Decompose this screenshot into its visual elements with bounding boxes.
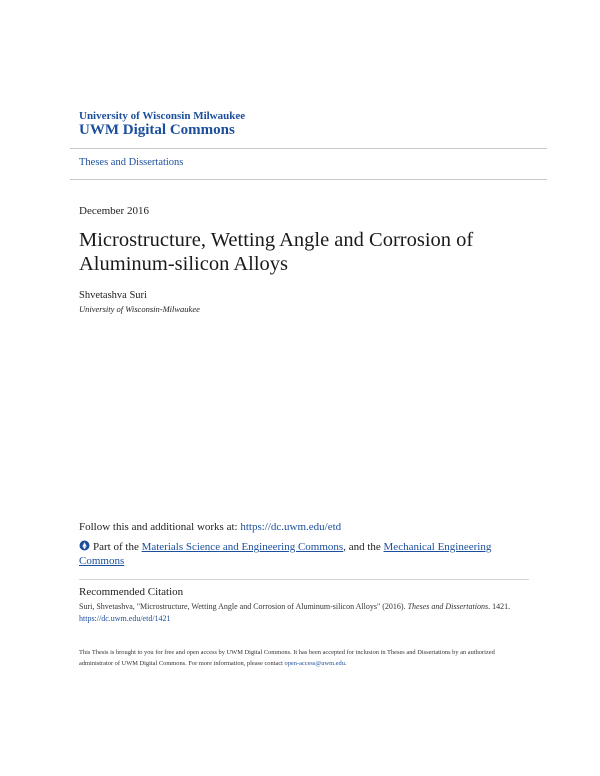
citation-divider <box>79 579 529 580</box>
contact-email-link[interactable]: open-access@uwm.edu <box>284 660 345 667</box>
follow-prefix: Follow this and additional works at: <box>79 521 241 533</box>
collection-link[interactable]: Theses and Dissertations <box>79 157 184 168</box>
header-divider <box>70 148 547 149</box>
notice-end: . <box>344 660 347 667</box>
author-name[interactable]: Shvetashva Suri <box>79 290 147 301</box>
citation-url-link[interactable]: https://dc.uwm.edu/etd/1421 <box>79 614 171 623</box>
institution-name[interactable]: University of Wisconsin Milwaukee <box>79 110 246 122</box>
document-title: Microstructure, Wetting Angle and Corrosion of Aluminum-silicon Alloys <box>79 229 474 275</box>
repository-name[interactable]: UWM Digital Commons <box>79 122 235 138</box>
follow-line <box>79 521 341 533</box>
access-notice <box>79 647 529 669</box>
citation-body: Suri, Shvetashva, "Microstructure, Wetting Angle and Corrosion of Aluminum-silicon Alloys" (2016). <box>79 602 408 611</box>
publication-date: December 2016 <box>79 205 149 217</box>
materials-science-commons-link[interactable]: Materials Science and Engineering Commons <box>141 541 344 553</box>
part-of-prefix: Part of the <box>93 541 142 553</box>
part-of-line <box>79 540 519 568</box>
citation-heading: Recommended Citation <box>79 586 184 598</box>
citation-text <box>79 601 529 625</box>
citation-number: . 1421. <box>488 602 511 611</box>
part-of-middle: , and the <box>343 541 384 553</box>
citation-series: Theses and Dissertations <box>407 602 489 611</box>
author-affiliation: University of Wisconsin-Milwaukee <box>79 304 200 314</box>
follow-url-link[interactable]: https://dc.uwm.edu/etd <box>240 521 342 533</box>
notice-text: This Thesis is brought to you for free and open access by UWM Digital Commons. It has been accepted for inclusion in Theses and Dissertations by an authorized administrator of UWM Digital Commons. For more information, please contact <box>79 649 495 667</box>
creative-commons-icon <box>79 540 90 551</box>
collection-divider <box>70 179 547 180</box>
mechanical-engineering-commons-link[interactable]: Mechanical Engineering Commons <box>79 541 492 567</box>
